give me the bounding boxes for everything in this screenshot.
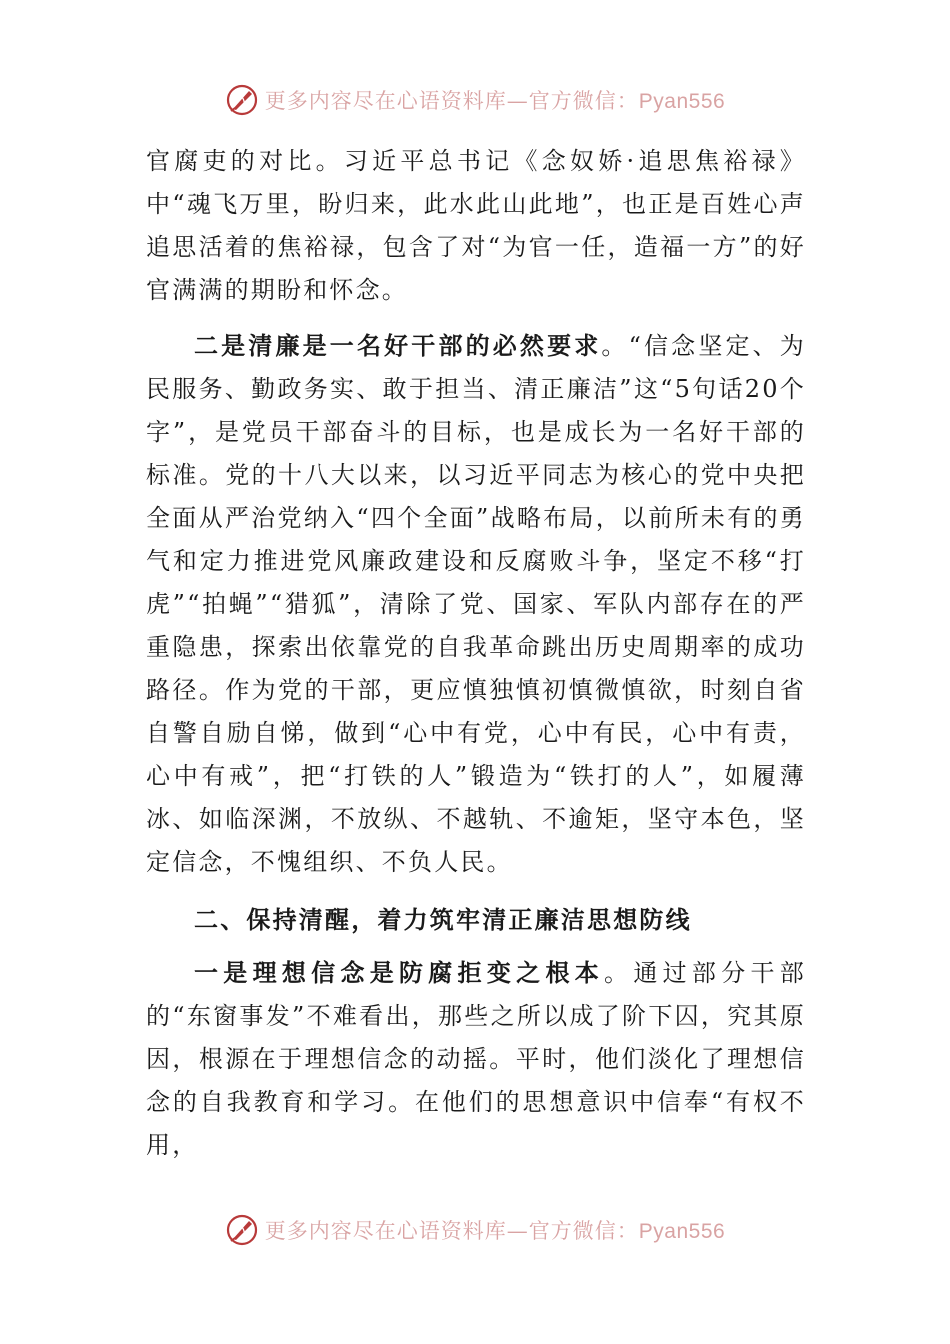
paragraph-lead-bold: 一是理想信念是防腐拒变之根本 (194, 958, 605, 987)
quill-logo-icon (225, 83, 259, 117)
section-heading: 二、保持清醒，着力筑牢清正廉洁思想防线 (194, 905, 692, 934)
footer-brand-label: 更多内容尽在心语资料库—官方微信： (264, 1219, 639, 1243)
header-brand-label: 更多内容尽在心语资料库—官方微信： (264, 89, 639, 113)
footer-contact-id: Pyan556 (638, 1220, 726, 1243)
page-footer-watermark (0, 1210, 950, 1250)
paragraph-body-text: 。通过部分干部的“东窗事发”不难看出，那些之所以成了阶下囚，究其原因，根源在于理想信念的动摇。平时，他们淡化了理想信念的自我教育和学习。在他们的思想意识中信奉“有权不用， (146, 959, 806, 1159)
footer-brand-text (265, 1215, 725, 1245)
header-brand-text (265, 85, 725, 115)
quill-logo-icon (225, 1213, 259, 1247)
paragraph-continuation: 官腐吏的对比。习近平总书记《念奴娇·追思焦裕禄》中“魂飞万里，盼归来，此水此山此地”，也正是百姓心声追思活着的焦裕禄，包含了对“为官一任，造福一方”的好官满满的期盼和怀念。 (146, 147, 806, 304)
document-body (146, 140, 806, 1167)
paragraph-ideals-beliefs (146, 951, 806, 1167)
header-contact-id: Pyan556 (638, 90, 726, 113)
paragraph-lead-bold: 二是清廉是一名好干部的必然要求 (194, 331, 602, 360)
paragraph-body-text: 。“信念坚定、为民服务、勤政务实、敢于担当、清正廉洁”这“5句话20个字”，是党员干部奋斗的目标，也是成长为一名好干部的标准。党的十八大以来，以习近平同志为核心的党中央把全面从严治党纳入“四个全面”战略布局，以前所未有的勇气和定力推进党风廉政建设和反腐败斗争，坚定不移“打虎”“拍蝇”“猎狐”，清除了党、国家、军队内部存在的严重隐患，探索出依靠党的自我革命跳出历史周期率的成功路径。作为党的干部，更应慎独慎初慎微慎欲，时刻自省自警自励自悌，做到“心中有党，心中有民，心中有责，心中有戒”，把“打铁的人”锻造为“铁打的人”，如履薄冰、如临深渊，不放纵、不越轨、不逾矩，坚守本色，坚定信念，不愧组织、不负人民。 (146, 332, 806, 876)
paragraph-integrity-requirement (146, 324, 806, 884)
page-header-watermark (0, 80, 950, 120)
